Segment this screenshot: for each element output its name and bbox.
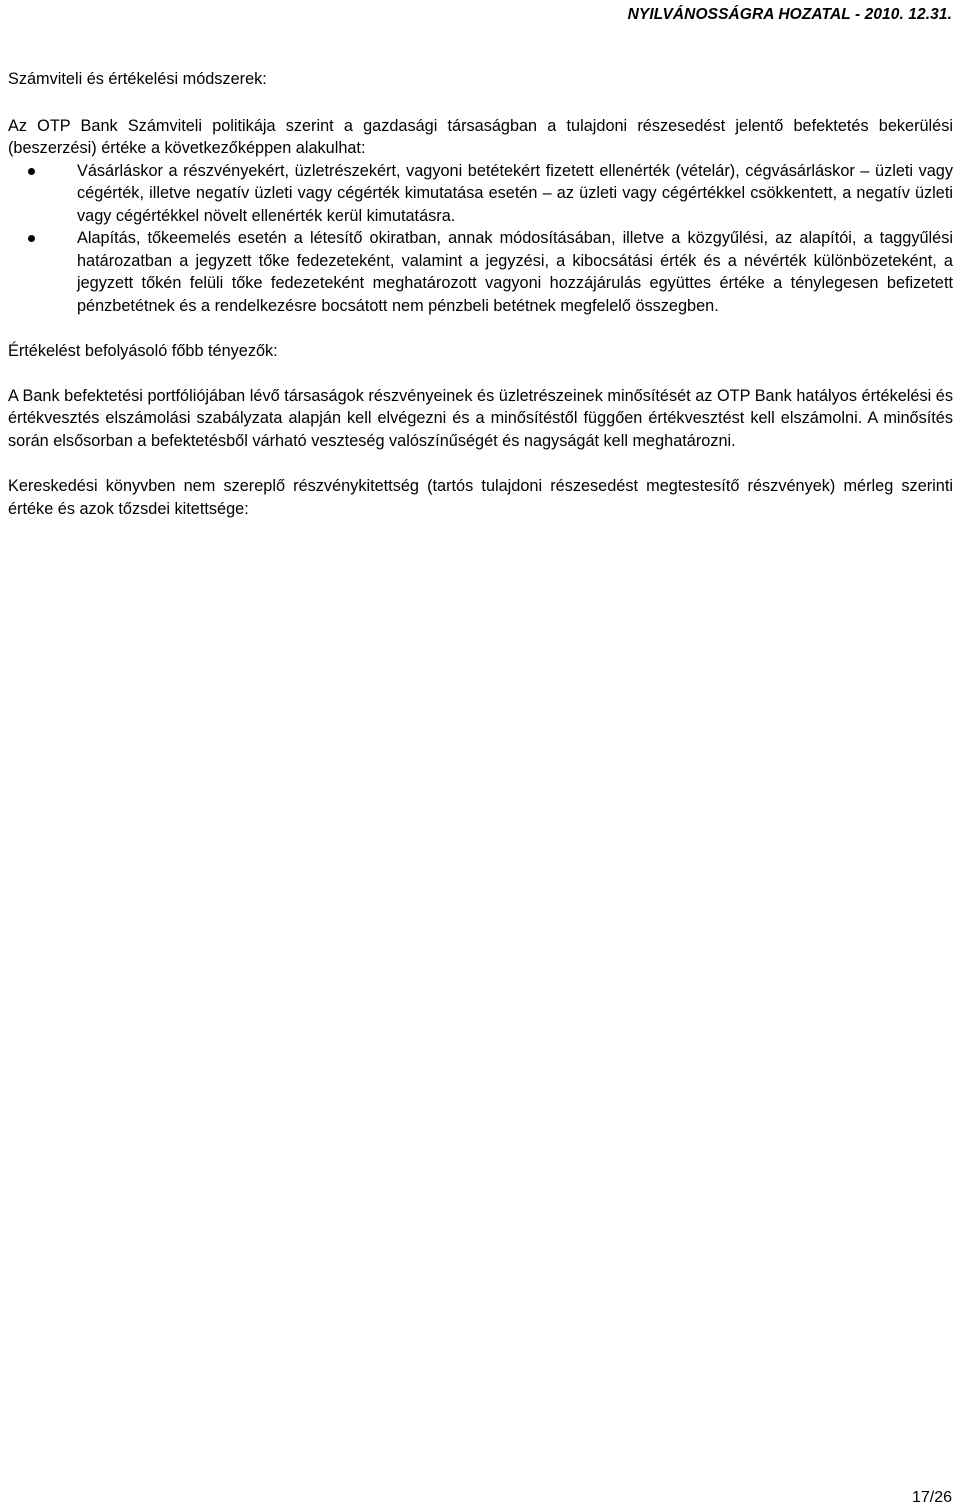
exposure-paragraph: Kereskedési könyvben nem szereplő részvénykitettség (tartós tulajdoni részesedést megtestesítő részvények) mérleg szerinti értéke és azok tőzsdei kitettsége: bbox=[8, 477, 953, 518]
list-item bbox=[8, 227, 953, 317]
intro-paragraph: Az OTP Bank Számviteli politikája szerint a gazdasági társaságban a tulajdoni részesedést jelentő befektetés bekerülési (beszerzési) értéke a következőképpen alakulhat: bbox=[8, 116, 953, 157]
list-item-text: Vásárláskor a részvényekért, üzletrészekért, vagyoni betétekért fizetett ellenérték (vételár), cégvásárláskor – üzleti vagy cégérték, illetve negatív üzleti vagy cégérték kimutatása esetén – az üzleti vagy cégértékkel csökkentett, a negatív üzleti vagy cégértékkel növelt ellenérték kerül kimutatásra. bbox=[77, 161, 953, 225]
bullet-icon bbox=[28, 235, 35, 242]
bullet-list bbox=[8, 160, 953, 318]
bullet-icon bbox=[28, 168, 35, 175]
document-body bbox=[8, 68, 953, 520]
list-item bbox=[8, 160, 953, 228]
valuation-paragraph: A Bank befektetési portfóliójában lévő társaságok részvényeinek és üzletrészeinek minősítését az OTP Bank hatályos értékelési és értékvesztés elszámolási szabályzata alapján kell elvégezni és a minősítéstől függően értékvesztést kell elszámolni. A minősítés során elsősorban a befektetésből várható veszteség valószínűségét és nagyságát kell meghatározni. bbox=[8, 386, 953, 450]
page-number: 17/26 bbox=[911, 1489, 952, 1506]
section-heading-accounting-methods: Számviteli és értékelési módszerek: bbox=[8, 70, 267, 88]
document-header: NYILVÁNOSSÁGRA HOZATAL - 2010. 12.31. bbox=[627, 6, 952, 23]
section-heading-valuation-factors: Értékelést befolyásoló főbb tényezők: bbox=[8, 342, 278, 360]
list-item-text: Alapítás, tőkeemelés esetén a létesítő okiratban, annak módosításában, illetve a közgyűlési, az alapítói, a taggyűlési határozatban a jegyzett tőke fedezeteként, valamint a jegyzési, a kibocsátási érték és a névérték különbözeteként, a jegyzett tőkén felüli tőke fedezeteként meghatározott vagyoni hozzájárulás együttes értéke a ténylegesen befizetett pénzbetétnek és a rendelkezésre bocsátott nem pénzbeli betétnek megfelelő összegben. bbox=[77, 229, 953, 315]
